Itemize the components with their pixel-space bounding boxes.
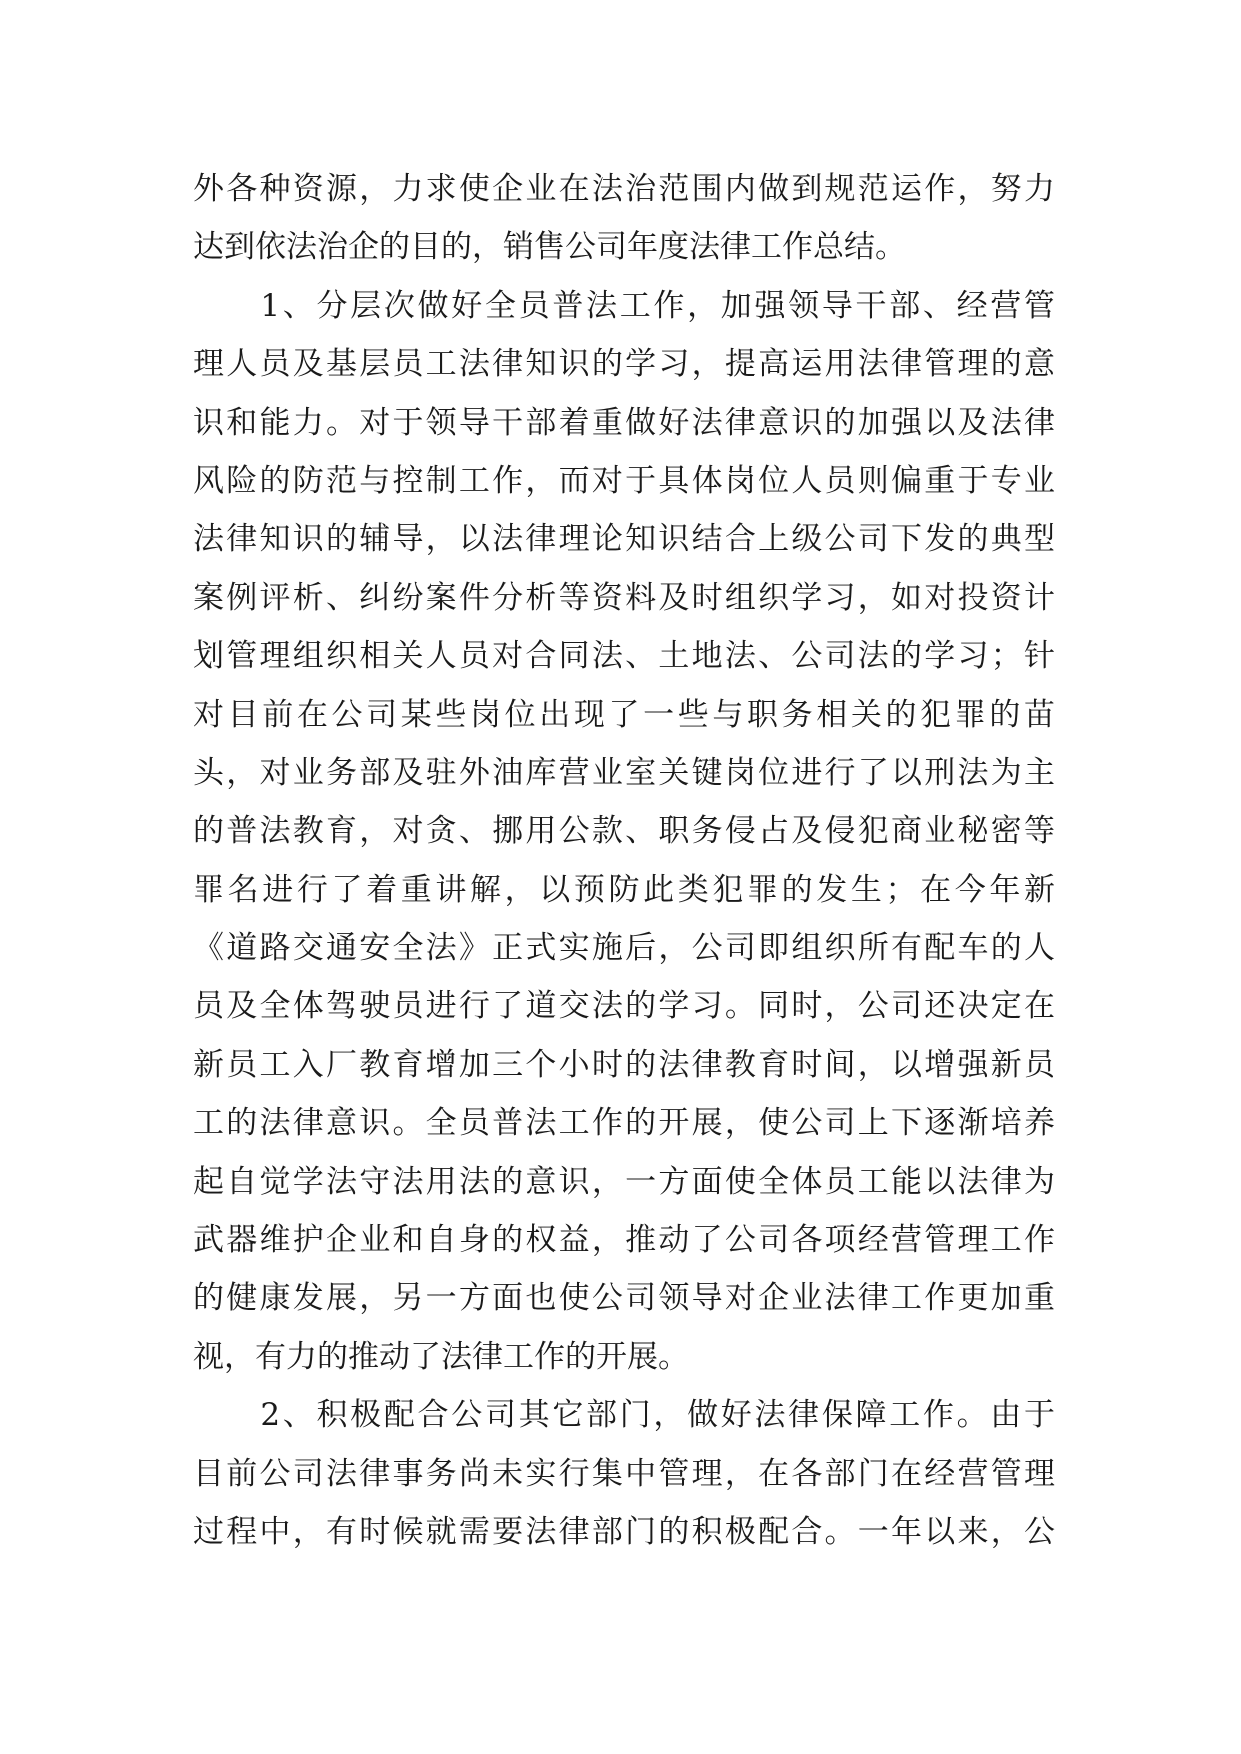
text-line: 2、积极配合公司其它部门，做好法律保障工作。由于: [193, 1397, 1055, 1434]
text-line: 达到依法治企的目的，销售公司年度法律工作总结。: [193, 229, 906, 266]
text-line: 外各种资源，力求使企业在法治范围内做到规范运作，努力: [193, 171, 1055, 207]
text-line: 1、分层次做好全员普法工作，加强领导干部、经营管: [193, 287, 1055, 324]
text-line: 对目前在公司某些岗位出现了一些与职务相关的犯罪的苗: [193, 696, 1055, 733]
text-line: 视，有力的推动了法律工作的开展。: [193, 1338, 689, 1375]
text-line: 起自觉学法守法用法的意识，一方面使全体员工能以法律为: [193, 1163, 1055, 1200]
text-line: 法律知识的辅导，以法律理论知识结合上级公司下发的典型: [193, 521, 1055, 558]
text-line: 的普法教育，对贪、挪用公款、职务侵占及侵犯商业秘密等: [193, 813, 1055, 850]
text-line: 目前公司法律事务尚未实行集中管理，在各部门在经营管理: [193, 1455, 1055, 1492]
text-line: 头，对业务部及驻外油库营业室关键岗位进行了以刑法为主: [193, 754, 1055, 791]
text-line: 武器维护企业和自身的权益，推动了公司各项经营管理工作: [193, 1222, 1055, 1259]
text-line: 员及全体驾驶员进行了道交法的学习。同时，公司还决定在: [193, 988, 1055, 1025]
text-line: 罪名进行了着重讲解，以预防此类犯罪的发生；在今年新: [193, 871, 1055, 908]
text-line: 的健康发展，另一方面也使公司领导对企业法律工作更加重: [193, 1280, 1055, 1317]
text-line: 工的法律意识。全员普法工作的开展，使公司上下逐渐培养: [193, 1105, 1055, 1142]
text-line: 案例评析、纠纷案件分析等资料及时组织学习，如对投资计: [193, 579, 1055, 616]
text-line: 风险的防范与控制工作，而对于具体岗位人员则偏重于专业: [193, 462, 1055, 499]
body-text: [193, 160, 1055, 1561]
text-line: 划管理组织相关人员对合同法、土地法、公司法的学习；针: [193, 638, 1055, 675]
text-line: 识和能力。对于领导干部着重做好法律意识的加强以及法律: [193, 404, 1055, 441]
text-line: 过程中，有时候就需要法律部门的积极配合。一年以来，公: [193, 1513, 1055, 1550]
text-line: 新员工入厂教育增加三个小时的法律教育时间，以增强新员: [193, 1046, 1055, 1083]
text-line: 理人员及基层员工法律知识的学习，提高运用法律管理的意: [193, 346, 1055, 383]
text-line: 《道路交通安全法》正式实施后，公司即组织所有配车的人: [193, 930, 1055, 967]
